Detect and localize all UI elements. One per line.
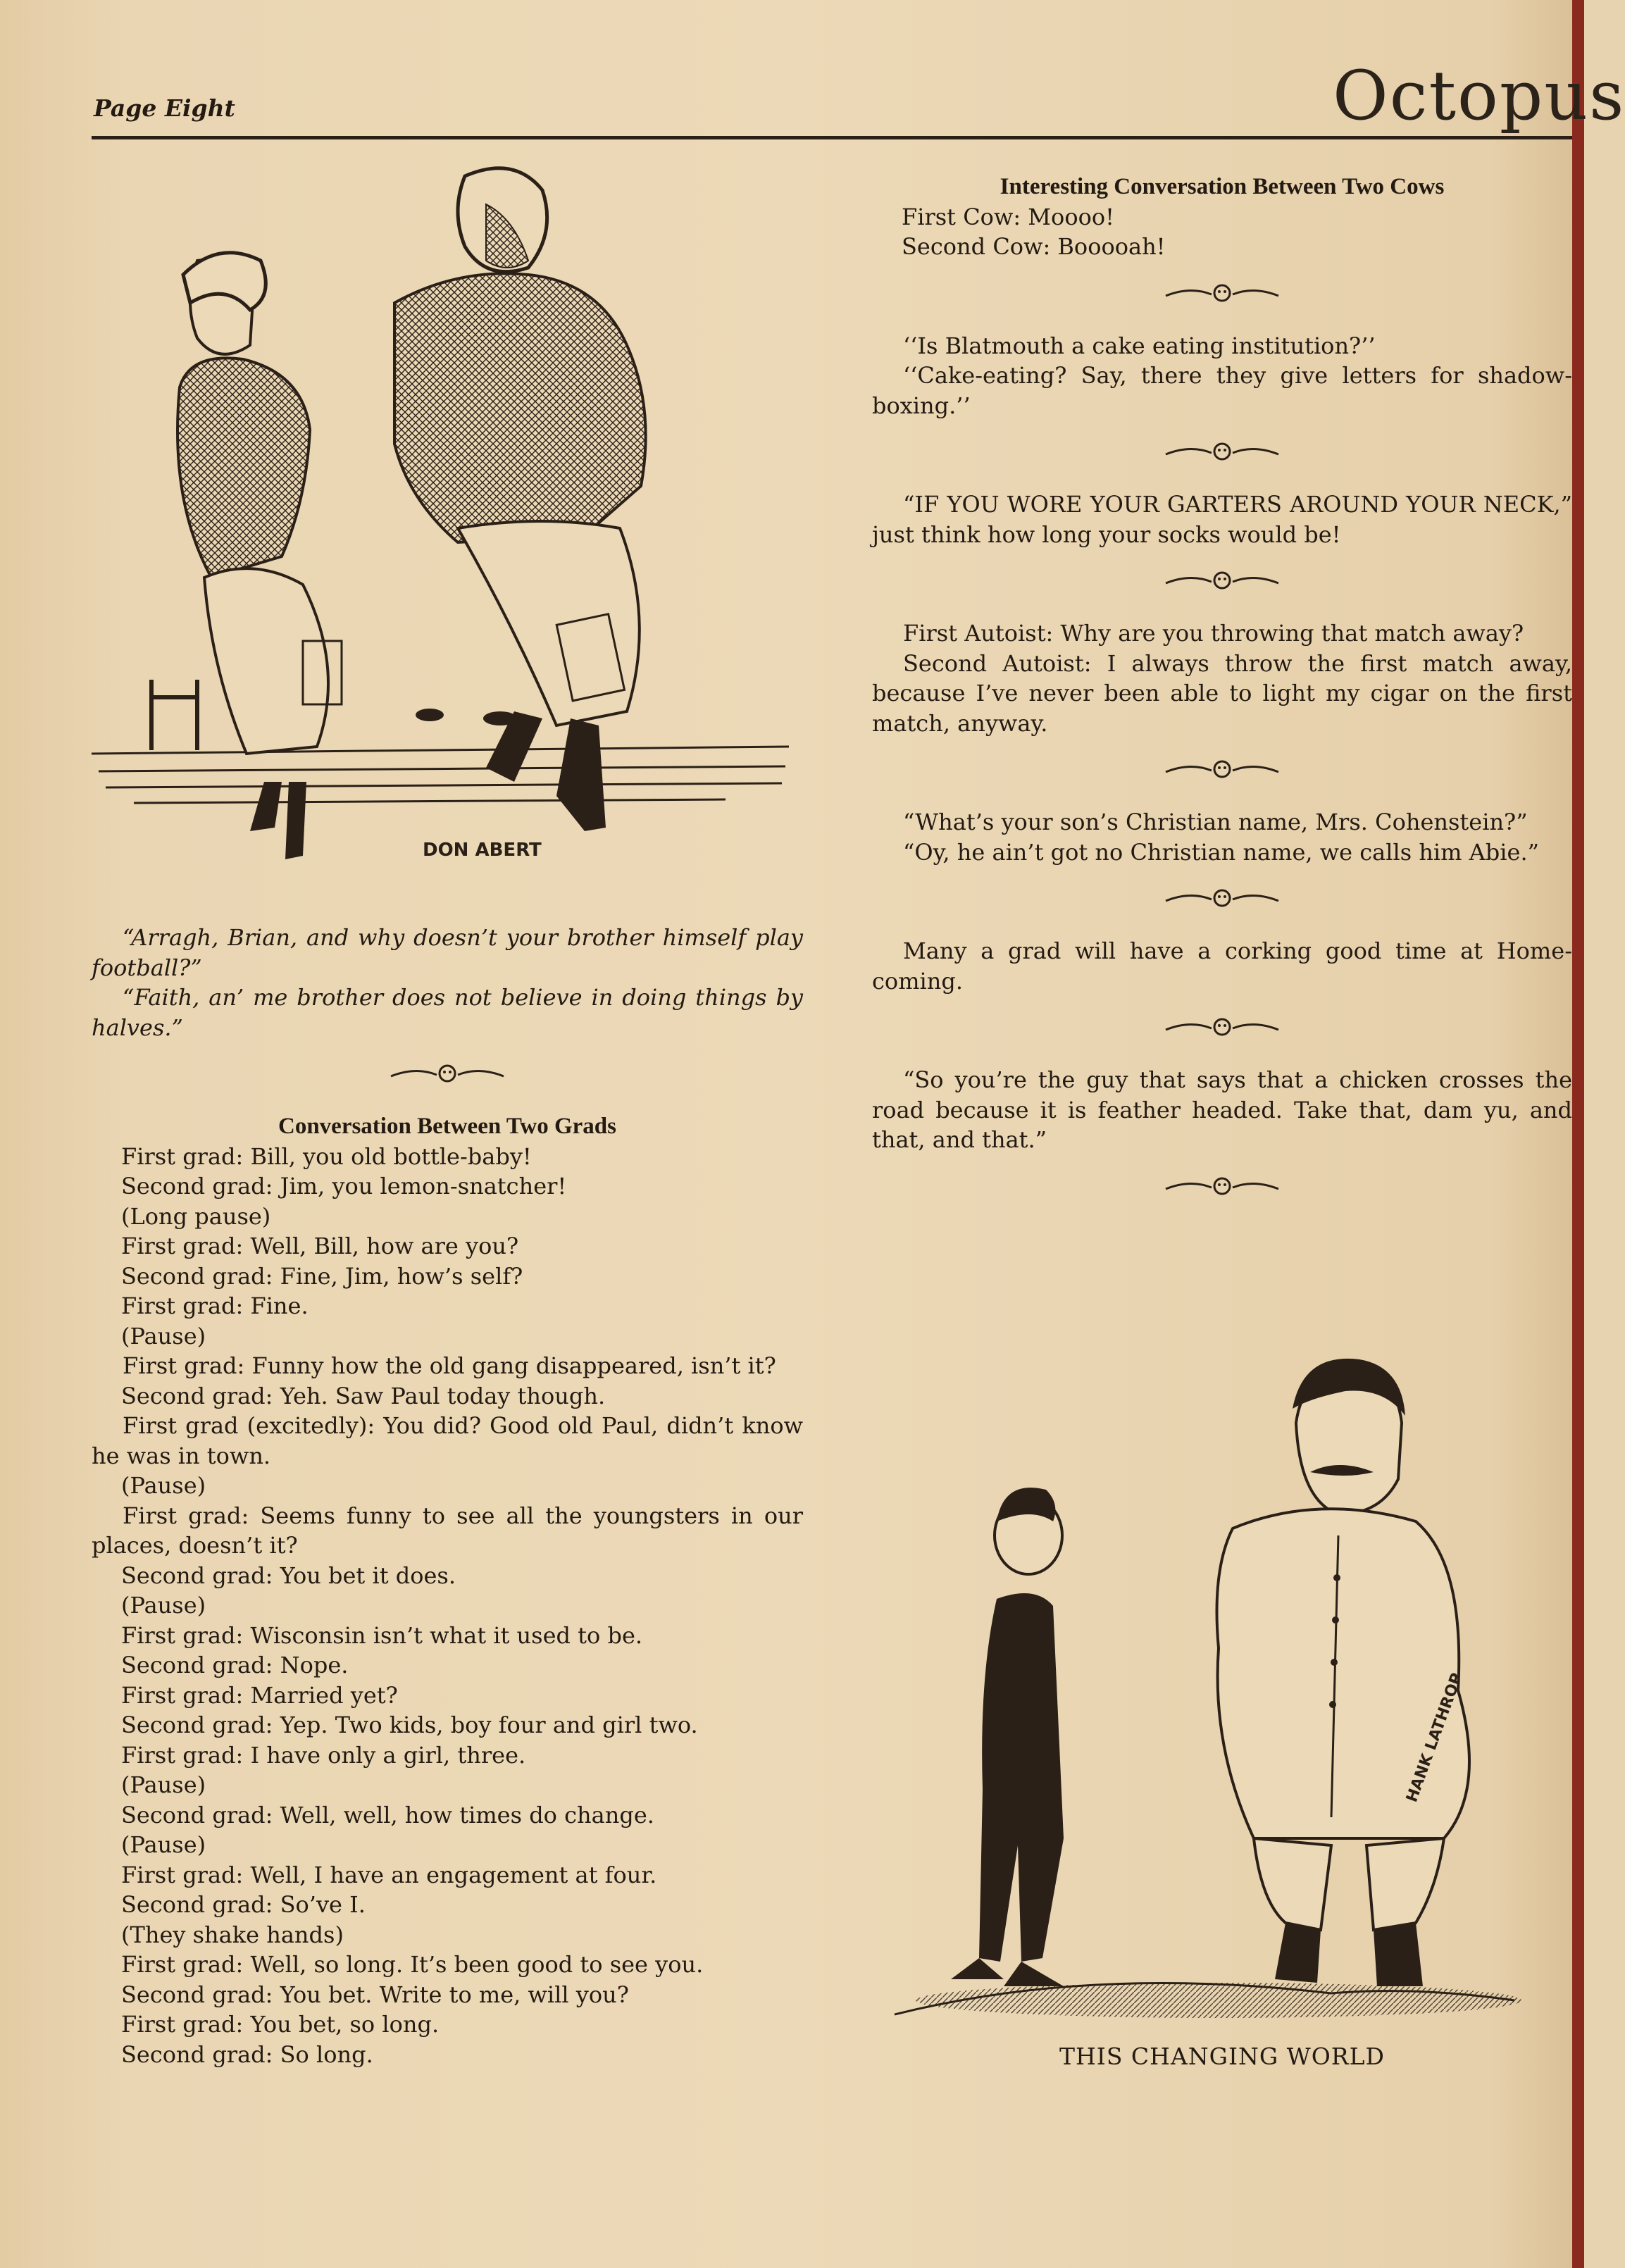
grads-dialogue-line: (Pause) <box>121 1472 206 1499</box>
changing-world-caption: THIS CHANGING WORLD <box>1059 2043 1385 2070</box>
grads-dialogue-line: First grad: Seems funny to see all the youngsters in our places, doesn’t it? <box>92 1502 803 1559</box>
section-divider-ornament <box>872 1017 1572 1037</box>
jokes-list <box>872 283 1572 1196</box>
grads-section-title: Conversation Between Two Grads <box>278 1114 616 1139</box>
joke-line: Many a grad will have a corking good time at Home-coming. <box>872 937 1572 995</box>
grads-dialogue-line: (Pause) <box>121 1322 206 1350</box>
grads-dialogue <box>92 1142 803 2070</box>
boy-figure <box>951 1488 1064 1986</box>
joke-line: First Autoist: Why are you throwing that match away? <box>903 620 1524 647</box>
cows-line: Second Cow: Booooah! <box>902 233 1166 260</box>
joke-line: “Oy, he ain’t got no Christian name, we calls him Abie.” <box>903 838 1539 866</box>
changing-world-illustration <box>880 1254 1571 2029</box>
section-divider-ornament <box>872 442 1572 461</box>
grads-dialogue-line: (They shake hands) <box>121 1921 344 1948</box>
caption-line: “Arragh, Brian, and why doesn’t your brother himself play football?” <box>92 924 803 981</box>
grads-dialogue-line: Second grad: Yeh. Saw Paul today though. <box>121 1382 606 1409</box>
football-cartoon-illustration <box>92 162 796 912</box>
joke-block <box>872 490 1572 549</box>
joke-line: ‘‘Is Blatmouth a cake eating institution?’’ <box>903 332 1376 359</box>
grads-dialogue-line: First grad: Funny how the old gang disappeared, isn’t it? <box>123 1352 776 1379</box>
small-player-figure <box>178 253 342 859</box>
grads-dialogue-line: First grad: Bill, you old bottle-baby! <box>121 1142 532 1170</box>
grads-dialogue-line: First grad (excitedly): You did? Good old Paul, didn’t know he was in town. <box>92 1412 803 1469</box>
grads-dialogue-line: (Long pause) <box>121 1202 271 1230</box>
grads-dialogue-line: First grad: Well, Bill, how are you? <box>121 1233 519 1259</box>
grads-dialogue-line: Second grad: Well, well, how times do change. <box>121 1801 654 1828</box>
joke-line: Second Autoist: I always throw the first match away, because I’ve never been able to light my cigar on the first match, anyway. <box>872 649 1572 737</box>
joke-block <box>872 618 1572 738</box>
binding-edge <box>1572 0 1584 2268</box>
grads-dialogue-line: First grad: Fine. <box>121 1292 309 1319</box>
joke-line: “What’s your son’s Christian name, Mrs. Cohenstein?” <box>903 809 1528 835</box>
artist-signature-football <box>423 840 542 861</box>
big-player-figure <box>394 168 646 831</box>
grads-dialogue-line: First grad: You bet, so long. <box>121 2011 440 2038</box>
cows-line: First Cow: Moooo! <box>902 203 1114 230</box>
left-column <box>92 923 803 2069</box>
section-divider-ornament <box>872 1176 1572 1196</box>
cows-section-title: Interesting Conversation Between Two Cows <box>1000 174 1445 199</box>
grads-dialogue-line: First grad: Well, I have an engagement at four. <box>121 1861 657 1888</box>
joke-block <box>872 936 1572 996</box>
grads-dialogue-line: Second grad: So long. <box>121 2040 373 2068</box>
joke-block <box>872 807 1572 867</box>
section-divider-ornament <box>872 888 1572 908</box>
grads-dialogue-line: Second grad: Nope. <box>121 1652 349 1678</box>
grads-dialogue-line: Second grad: Jim, you lemon-snatcher! <box>121 1173 567 1200</box>
grads-dialogue-line: Second grad: You bet it does. <box>121 1562 456 1589</box>
grads-dialogue-line: Second grad: You bet. Write to me, will you? <box>121 1981 629 2008</box>
grads-dialogue-line: First grad: Married yet? <box>121 1681 398 1709</box>
joke-line: “So you’re the guy that says that a chicken crosses the road because it is feather headed. Take that, dam yu, and that, and that.” <box>872 1066 1572 1153</box>
joke-line: “IF YOU WORE YOUR GARTERS AROUND YOUR NECK,” just think how long your socks would be! <box>872 491 1572 548</box>
joke-line: ‘‘Cake-eating? Say, there they give letters for shadow-boxing.’’ <box>872 362 1572 419</box>
section-divider-ornament <box>92 1064 803 1083</box>
grads-dialogue-line: (Pause) <box>121 1592 206 1619</box>
football-caption <box>92 923 803 1042</box>
right-column <box>872 172 1572 1224</box>
artist-signature-world: HANK LATHROP <box>1403 1671 1467 1805</box>
grads-dialogue-line: Second grad: Yep. Two kids, boy four and girl two. <box>121 1712 698 1738</box>
section-divider-ornament <box>872 283 1572 303</box>
header-rule <box>92 136 1572 139</box>
joke-block <box>872 331 1572 421</box>
grads-dialogue-line: (Pause) <box>121 1831 206 1858</box>
grads-dialogue-line: Second grad: Fine, Jim, how’s self? <box>121 1262 523 1290</box>
grads-dialogue-line: Second grad: So’ve I. <box>121 1891 366 1918</box>
grads-dialogue-line: (Pause) <box>121 1771 206 1798</box>
joke-block <box>872 1065 1572 1155</box>
svg-text:DON ABERT: DON ABERT <box>423 840 542 861</box>
section-divider-ornament <box>872 571 1572 590</box>
page-number: Page Eight <box>94 94 235 122</box>
grads-dialogue-line: First grad: Well, so long. It’s been good to see you. <box>121 1951 704 1978</box>
section-divider-ornament <box>872 759 1572 779</box>
grads-dialogue-line: First grad: I have only a girl, three. <box>121 1741 526 1769</box>
grads-dialogue-line: First grad: Wisconsin isn’t what it used to be. <box>121 1621 643 1649</box>
man-figure <box>1217 1359 1470 1986</box>
caption-line: “Faith, an’ me brother does not believe in doing things by halves.” <box>92 984 803 1041</box>
masthead-title: Octopus <box>1333 56 1625 135</box>
